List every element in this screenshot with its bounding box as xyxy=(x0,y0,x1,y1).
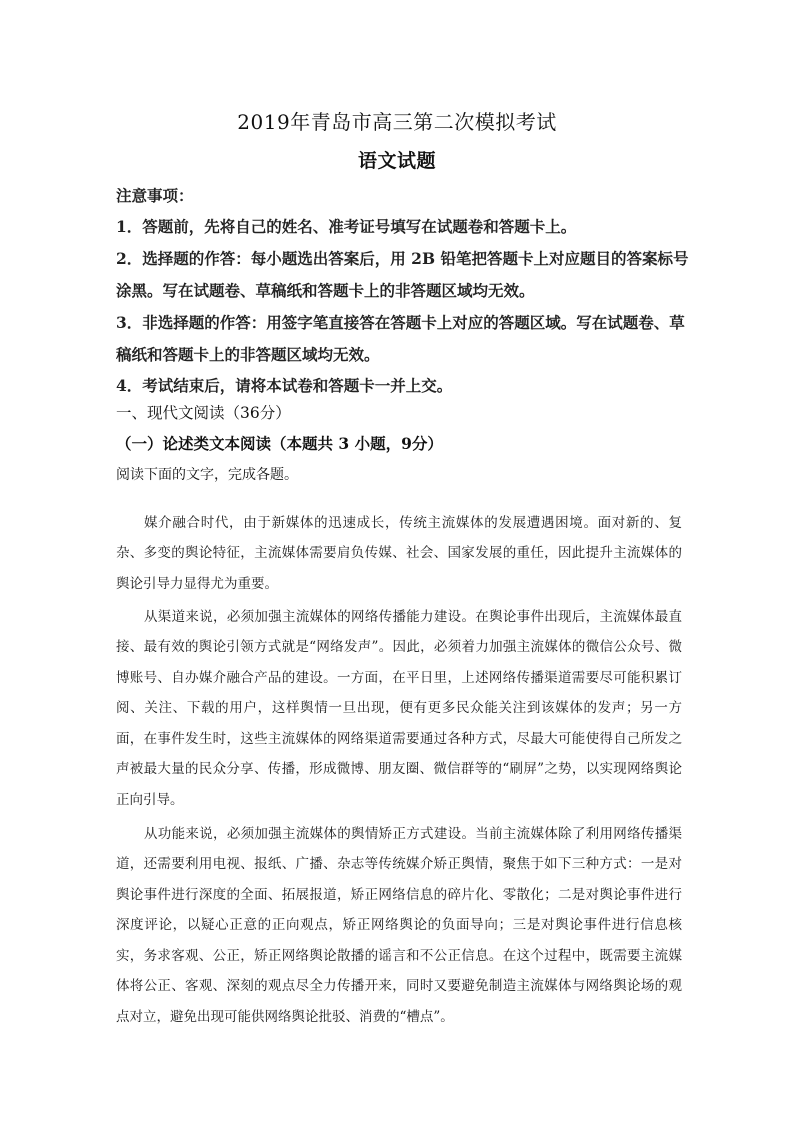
notice-item: 2．选择题的作答：每小题选出答案后，用 2B 铅笔把答题卡上对应题目的答案标号涂黑。写在试题卷、草稿纸和答题卡上的非答题区域均无效。 xyxy=(116,249,689,300)
notice-heading: 注意事项： xyxy=(116,186,194,205)
exam-subtitle: 语文试题 xyxy=(357,150,436,172)
reading-instruction: 阅读下面的文字，完成各题。 xyxy=(116,467,298,483)
subsection-heading: （一）论述类文本阅读（本题共 3 小题，9分） xyxy=(116,434,443,453)
exam-title: 2019年青岛市高三第二次模拟考试 xyxy=(237,110,557,134)
passage-paragraph: 从渠道来说，必须加强主流媒体的网络传播能力建设。在舆论事件出现后，主流媒体最直接、最有效的舆论引领方式就是“网络发声”。因此，必须着力加强主流媒体的微信公众号、微博账号、自办媒介融合产品的建设。一方面，在平日里，上述网络传播渠道需要尽可能积累订阅、关注、下载的用户，这样舆情一旦出现，便有更多民众能关注到该媒体的发声；另一方面，在事件发生时，这些主流媒体的网络渠道需要通过各种方式，尽最大可能使得自己所发之声被最大量的民众分享、传播，形成微博、朋友圈、微信群等的“刷屏”之势，以实现网络舆论正向引导。 xyxy=(116,608,682,808)
notice-item: 3．非选择题的作答：用签字笔直接答在答题卡上对应的答题区域。写在试题卷、草稿纸和答题卡上的非答题区域均无效。 xyxy=(116,313,685,364)
section-heading: 一、现代文阅读（36分） xyxy=(116,404,291,422)
notice-item: 1．答题前，先将自己的姓名、准考证号填写在试题卷和答题卡上。 xyxy=(116,217,577,236)
notice-item: 4．考试结束后，请将本试卷和答题卡一并上交。 xyxy=(116,376,453,395)
passage-paragraph: 从功能来说，必须加强主流媒体的舆情矫正方式建设。当前主流媒体除了利用网络传播渠道，还需要利用电视、报纸、广播、杂志等传统媒介矫正舆情，聚焦于如下三种方式：一是对舆论事件进行深度的全面、拓展报道，矫正网络信息的碎片化、零散化；二是对舆论事件进行深度评论，以疑心正意的正向观点，矫正网络舆论的负面导向；三是对舆论事件进行信息核实，务求客观、公正，矫正网络舆论散播的谣言和不公正信息。在这个过程中，既需要主流媒体将公正、客观、深刻的观点尽全力传播开来，同时又要避免制造主流媒体与网络舆论场的观点对立，避免出现可能供网络舆论批驳、消费的“槽点”。 xyxy=(116,825,682,1025)
passage-paragraph: 媒介融合时代，由于新媒体的迅速成长，传统主流媒体的发展遭遇困境。面对新的、复杂、多变的舆论特征，主流媒体需要肩负传媒、社会、国家发展的重任，因此提升主流媒体的舆论引导力显得尤为重要。 xyxy=(116,514,682,592)
